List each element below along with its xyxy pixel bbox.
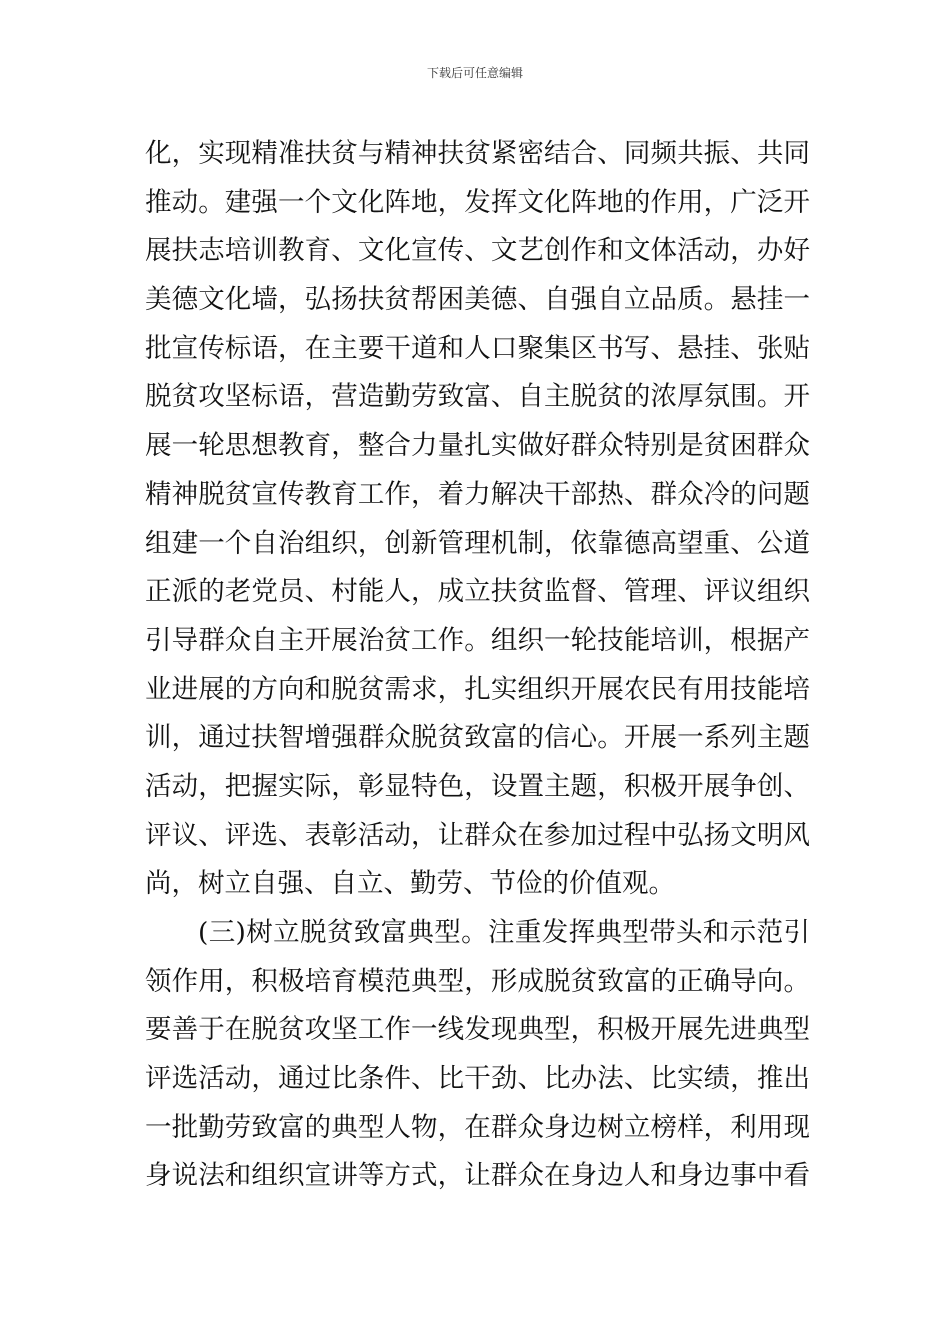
text-line: 身说法和组织宣讲等方式，让群众在身边人和身边事中看: [145, 1160, 810, 1192]
text-line: 组建一个自治组织，创新管理机制，依靠德高望重、公道: [145, 527, 810, 559]
text-line: 活动，把握实际，彰显特色，设置主题，积极开展争创、: [145, 770, 810, 802]
text-line: 一批勤劳致富的典型人物，在群众身边树立榜样，利用现: [145, 1111, 810, 1143]
text-line: 业进展的方向和脱贫需求，扎实组织开展农民有用技能培: [145, 673, 810, 705]
text-line: 美德文化墙，弘扬扶贫帮困美德、自强自立品质。悬挂一: [145, 284, 810, 316]
text-line: 脱贫攻坚标语，营造勤劳致富、自主脱贫的浓厚氛围。开: [145, 381, 810, 413]
text-line: 推动。建强一个文化阵地，发挥文化阵地的作用，广泛开: [145, 186, 810, 218]
text-line: 展一轮思想教育，整合力量扎实做好群众特别是贫困群众: [145, 430, 810, 462]
text-line: 领作用，积极培育模范典型，形成脱贫致富的正确导向。: [145, 965, 810, 997]
page-header: 下载后可任意编辑: [426, 66, 523, 80]
text-line-paragraph-end: 尚，树立自强、自立、勤劳、节俭的价值观。: [145, 868, 675, 900]
text-line: 训，通过扶智增强群众脱贫致富的信心。开展一系列主题: [145, 722, 810, 754]
text-line: 精神脱贫宣传教育工作，着力解决干部热、群众冷的问题: [145, 478, 810, 510]
text-line: 评选活动，通过比条件、比干劲、比办法、比实绩，推出: [145, 1063, 810, 1095]
text-line: 要善于在脱贫攻坚工作一线发现典型，积极开展先进典型: [145, 1014, 810, 1046]
text-line: 正派的老党员、村能人，成立扶贫监督、管理、评议组织: [145, 576, 810, 608]
text-line: 化，实现精准扶贫与精神扶贫紧密结合、同频共振、共同: [145, 138, 810, 169]
text-line: 展扶志培训教育、文化宣传、文艺创作和文体活动，办好: [145, 235, 810, 267]
text-line: 引导群众自主开展治贫工作。组织一轮技能培训，根据产: [145, 624, 810, 656]
document-body: [145, 130, 810, 1201]
text-line: 批宣传标语，在主要干道和人口聚集区书写、悬挂、张贴: [145, 332, 810, 364]
text-line-paragraph-start: (三)树立脱贫致富典型。注重发挥典型带头和示范引: [198, 917, 810, 948]
text-line: 评议、评选、表彰活动，让群众在参加过程中弘扬文明风: [145, 819, 810, 851]
